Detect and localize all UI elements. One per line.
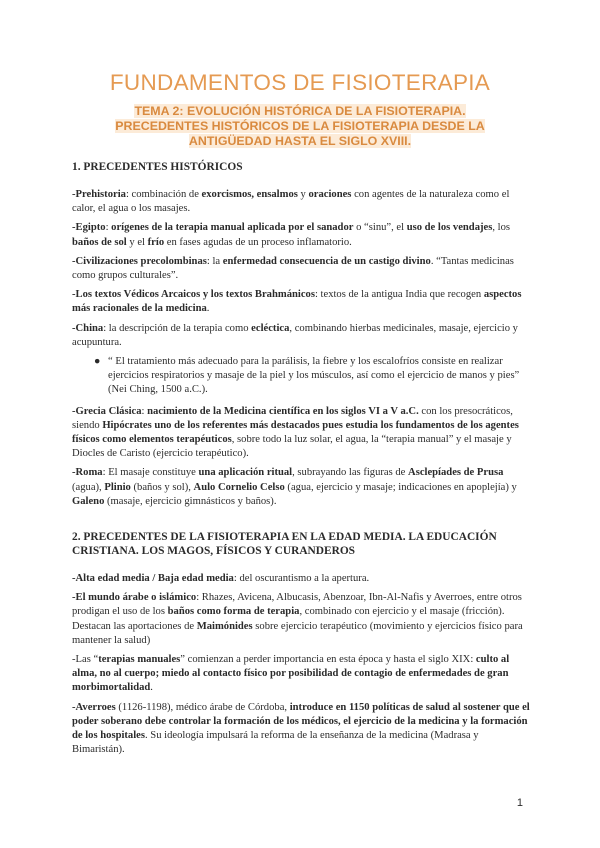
- term: Plinio: [104, 481, 131, 493]
- text: en fases agudas de un proceso inflamatorio.: [164, 236, 352, 248]
- text: sobre ejercicio terapéutico (movimiento y ejercicios físico para mantener la salud): [72, 620, 523, 646]
- term: -Grecia Clásica: [72, 405, 142, 417]
- term: orígenes de la terapia manual aplicada por el sanador: [111, 222, 354, 234]
- text: : la descripción de la terapia como: [103, 322, 252, 334]
- term: terapias manuales: [98, 654, 181, 666]
- term: Asclepíades de Prusa: [408, 467, 504, 479]
- text: : textos de la antigua India que recogen: [314, 289, 484, 301]
- paragraph-china: [72, 322, 530, 350]
- bullet-text: “ El tratamiento más adecuado para la parálisis, la fiebre y los escalofríos consiste en realizar ejercicios respiratorios y masaje de la piel y los músculos, así como el ejercicio de manos y pies” (Nei Ching, 1500 a.C.).: [108, 356, 520, 396]
- term: exorcismos, ensalmos: [201, 189, 298, 200]
- term: -Prehistoria: [72, 189, 126, 200]
- term: aspectos más racionales de la medicina: [72, 289, 522, 315]
- paragraph-terapias-manuales: [72, 653, 530, 696]
- text: . Su ideología impulsará la reforma de la enseñanza de la medicina (Madrasa y Bimaristán).: [72, 730, 479, 756]
- term: -Averroes: [72, 701, 116, 713]
- text: .: [150, 682, 153, 694]
- text: : la: [206, 255, 223, 267]
- text: y: [297, 189, 309, 200]
- text: o “sinu”, el: [353, 222, 407, 234]
- term: -Roma: [72, 467, 103, 479]
- term: introduce en 1150 políticas de salud al sostener que el poder soberano debe controlar la formación de los médicos, el ejercicio de la medicina y la formación de los hospitales: [72, 701, 530, 742]
- term: Galeno: [72, 495, 105, 507]
- text: con agentes de la naturaleza como el calor, el agua o los masajes.: [72, 189, 510, 215]
- term: oraciones: [308, 189, 352, 200]
- text: (masaje, ejercicio gimnásticos y baños).: [104, 495, 277, 507]
- text: : del oscurantismo a la apertura.: [233, 573, 370, 585]
- subtitle-text: TEMA 2: EVOLUCIÓN HISTÓRICA DE LA FISIOTERAPIA. PRECEDENTES HISTÓRICOS DE LA FISIOTERAPIA DESDE LA ANTIGÜEDAD HASTA EL SIGLO XVIII.: [115, 104, 485, 148]
- text: , combinando hierbas medicinales, masaje, ejercicio y acupuntura.: [72, 322, 518, 348]
- bullet-dot-icon: ●: [94, 356, 101, 368]
- paragraph-precolombinas: [72, 255, 530, 283]
- term: ecléctica: [251, 322, 290, 334]
- paragraph-roma: [72, 466, 530, 509]
- text: :: [141, 405, 148, 417]
- term: baños de sol: [72, 236, 127, 248]
- term: -Civilizaciones precolombinas: [72, 255, 207, 267]
- text: (1126-1198), médico árabe de Córdoba,: [115, 701, 290, 713]
- paragraph-vedicos: [72, 288, 530, 316]
- term: Maimónides: [196, 620, 253, 632]
- text: con los presocráticos, siendo: [72, 405, 513, 431]
- term: culto al alma, no al cuerpo; miedo al contacto físico por posibilidad de contagio de enfermedades de gran morbimortalidad: [72, 654, 510, 694]
- page-number: 1: [516, 797, 523, 809]
- term: baños como forma de terapia: [167, 606, 300, 618]
- bullet-quote-nei-ching: [72, 355, 530, 398]
- text: , sobre todo la luz solar, el agua, la “terapia manual” y el masaje y Diocles de Caristo (ejercicio terapéutico).: [72, 434, 512, 460]
- term: frío: [147, 236, 165, 248]
- text: , los: [492, 222, 511, 234]
- document-subtitle: [95, 104, 505, 149]
- term: una aplicación ritual: [198, 467, 293, 479]
- term: -China: [72, 322, 104, 334]
- text: y el: [126, 236, 148, 248]
- text: (agua),: [72, 481, 105, 493]
- term: nacimiento de la Medicina científica en los siglos VI a V a.C.: [147, 405, 419, 417]
- text: (baños y sol),: [130, 481, 194, 493]
- paragraph-egipto: [72, 221, 530, 249]
- text: ” comienzan a perder importancia en esta época y hasta el siglo XIX:: [180, 654, 476, 666]
- section-2-heading: 2. PRECEDENTES DE LA FISIOTERAPIA EN LA EDAD MEDIA. LA EDUCACIÓN CRISTIANA. LOS MAGOS, FÍSICOS Y CURANDEROS: [72, 531, 497, 558]
- term: -Los textos Védicos Arcaicos y los textos Brahmánicos: [72, 289, 315, 301]
- text: : El masaje constituye: [102, 467, 199, 479]
- text: , subrayando las figuras de: [292, 467, 409, 479]
- text: , combinado con ejercicio y el masaje (fricción). Destacan las aportaciones de: [72, 606, 505, 632]
- term: Hipócrates uno de los referentes más destacados pues estudia los fundamentos de los agentes físicos como elementos terapéuticos: [72, 419, 519, 446]
- paragraph-edad-media: [72, 572, 530, 586]
- text: .: [206, 303, 210, 315]
- term: -Alta edad media / Baja edad media: [72, 573, 234, 585]
- paragraph-grecia: [72, 405, 530, 462]
- paragraph-prehistoria: [72, 188, 530, 216]
- term: -Egipto: [72, 222, 106, 234]
- section-1-heading: 1. PRECEDENTES HISTÓRICOS: [72, 161, 243, 173]
- paragraph-averroes: [72, 701, 530, 758]
- term: enfermedad consecuencia de un castigo divino: [222, 255, 431, 267]
- text: (agua, ejercicio y masaje; indicaciones en apoplejía) y: [284, 481, 517, 493]
- text: :: [105, 222, 112, 234]
- term: -El mundo árabe o islámico: [72, 592, 197, 604]
- text: . “Tantas medicinas como grupos culturales”.: [72, 255, 514, 282]
- document-title: FUNDAMENTOS DE FISIOTERAPIA: [109, 70, 491, 95]
- text: -Las “: [72, 654, 99, 666]
- term: Aulo Cornelio Celso: [193, 481, 285, 493]
- text: : combinación de: [125, 189, 202, 200]
- document-body: [72, 160, 530, 763]
- paragraph-mundo-arabe: [72, 591, 530, 648]
- term: uso de los vendajes: [406, 222, 493, 234]
- text: : Rhazes, Avicena, Albucasis, Abenzoar, Ibn-Al-Nafis y Averroes, entre otros prodigan el uso de los: [72, 592, 522, 618]
